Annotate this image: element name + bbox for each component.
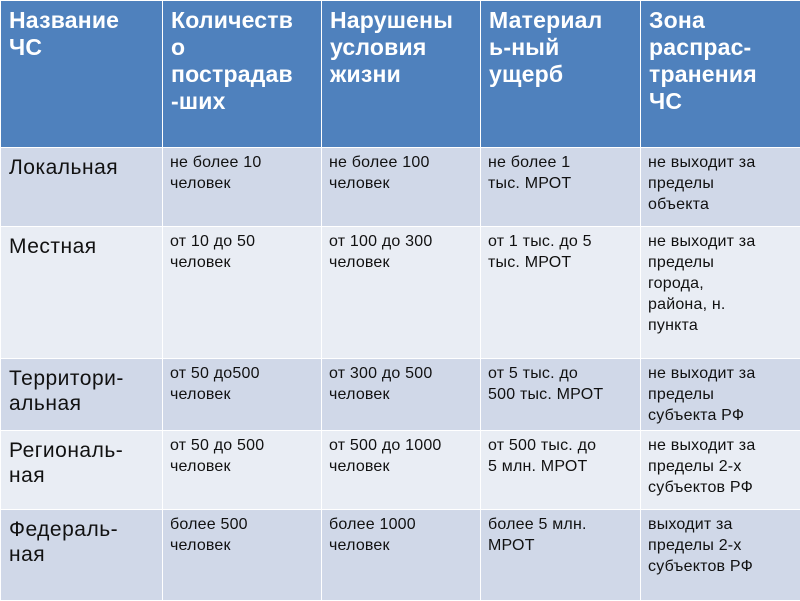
row-name-cell: Локальная — [1, 148, 163, 227]
zone-cell: не выходит за пределы объекта — [641, 148, 800, 227]
life-cell: более 1000 человек — [322, 510, 481, 601]
zone-cell: не выходит за пределы 2-х субъектов РФ — [641, 431, 800, 510]
header-life-conditions: Нарушены условия жизни — [322, 1, 481, 148]
zone-cell: не выходит за пределы субъекта РФ — [641, 359, 800, 431]
header-zone: Зона распрас- транения ЧС — [641, 1, 800, 148]
table-row — [1, 359, 800, 431]
victims-cell: не более 10 человек — [163, 148, 322, 227]
header-victims: Количеств о пострадав -ших — [163, 1, 322, 148]
life-cell: от 500 до 1000 человек — [322, 431, 481, 510]
table-row — [1, 227, 800, 359]
life-cell: не более 100 человек — [322, 148, 481, 227]
header-name: Название ЧС — [1, 1, 163, 148]
header-row — [1, 1, 800, 148]
row-name-cell: Региональ- ная — [1, 431, 163, 510]
damage-cell: более 5 млн. МРОТ — [481, 510, 641, 601]
victims-cell: от 50 до500 человек — [163, 359, 322, 431]
zone-cell: выходит за пределы 2-х субъектов РФ — [641, 510, 800, 601]
table-row — [1, 148, 800, 227]
damage-cell: от 5 тыс. до 500 тыс. МРОТ — [481, 359, 641, 431]
row-name-cell: Федераль- ная — [1, 510, 163, 601]
row-name-cell: Местная — [1, 227, 163, 359]
victims-cell: от 10 до 50 человек — [163, 227, 322, 359]
zone-cell: не выходит за пределы города, района, н. пункта — [641, 227, 800, 359]
life-cell: от 300 до 500 человек — [322, 359, 481, 431]
damage-cell: от 1 тыс. до 5 тыс. МРОТ — [481, 227, 641, 359]
victims-cell: более 500 человек — [163, 510, 322, 601]
table-row — [1, 431, 800, 510]
victims-cell: от 50 до 500 человек — [163, 431, 322, 510]
header-material-damage: Материал ь-ный ущерб — [481, 1, 641, 148]
row-name-cell: Территори- альная — [1, 359, 163, 431]
table-row — [1, 510, 800, 601]
damage-cell: от 500 тыс. до 5 млн. МРОТ — [481, 431, 641, 510]
life-cell: от 100 до 300 человек — [322, 227, 481, 359]
damage-cell: не более 1 тыс. МРОТ — [481, 148, 641, 227]
